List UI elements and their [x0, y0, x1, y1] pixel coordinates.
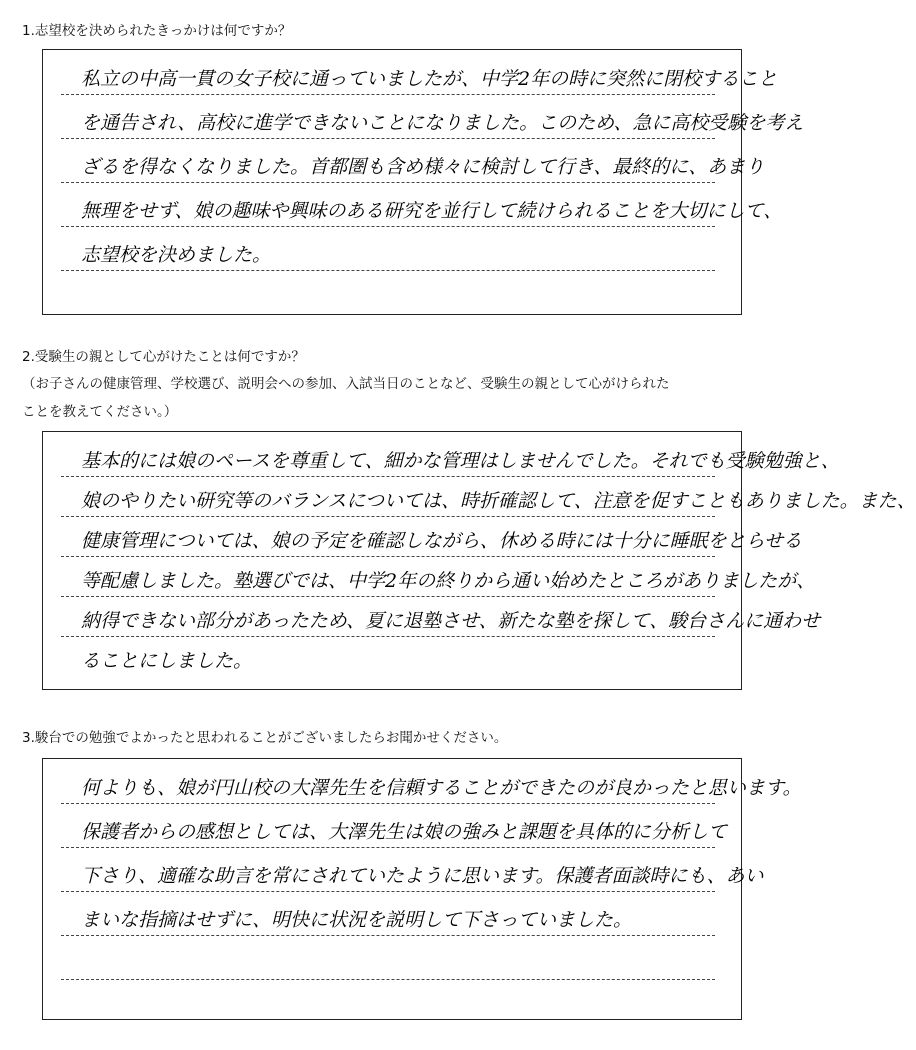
answer-line: [61, 803, 728, 848]
answer-line: [61, 50, 778, 95]
answer-text: 志望校を決めました。: [81, 244, 272, 266]
question-3: 3.駿台での勉強でよかったと思われることがございましたらお聞かせください。: [22, 730, 508, 746]
answer-text: 娘のやりたい研究等のバランスについては、時折確認して、注意を促すこともありました。また、: [81, 490, 916, 512]
answer-text: 私立の中高一貫の女子校に通っていましたが、中学2年の時に突然に閉校すること: [81, 68, 778, 90]
answer-text: 健康管理については、娘の予定を確認しながら、休める時には十分に睡眠をとらせる: [81, 530, 803, 552]
answer-line: [61, 759, 802, 804]
answer-text: ることにしました。: [81, 650, 253, 672]
answer-text: まいな指摘はせずに、明快に状況を説明して下さっていました。: [81, 909, 633, 931]
answer-line: [61, 182, 783, 227]
answer-text: 納得できない部分があったため、夏に退塾させ、新たな塾を探して、駿台さんに通わせ: [81, 610, 821, 632]
question-2: 2.受験生の親として心がけたことは何ですか？: [22, 349, 305, 365]
answer-line: [61, 935, 715, 980]
answer-line: [61, 891, 715, 936]
answer-text: 何よりも、娘が円山校の大澤先生を信頼することができたのが良かったと思います。: [81, 777, 802, 799]
question-2-note: （お子さんの健康管理、学校選び、説明会への参加、入試当日のことなど、受験生の親として心がけられた: [22, 376, 670, 392]
answer-text: 保護者からの感想としては、大澤先生は娘の強みと課題を具体的に分析して: [81, 821, 728, 843]
answer-line: [61, 226, 715, 271]
question-2-note-cont: ことを教えてください。）: [22, 404, 178, 420]
answer-line: [61, 94, 804, 139]
answer-text: 等配慮しました。塾選びでは、中学2年の終りから通い始めたところがありましたが、: [81, 570, 816, 592]
answer-line: [61, 472, 916, 517]
answer-text: ざるを得なくなりました。首都圏も含め様々に検討して行き、最終的に、あまり: [81, 156, 765, 178]
answer-line: [61, 432, 840, 477]
answer-line: [61, 592, 821, 637]
answer-line: [61, 847, 764, 892]
answer-line: [61, 138, 765, 183]
answer-text: 下さり、適確な助言を常にされていたように思います。保護者面談時にも、あい: [81, 865, 764, 887]
answer-line: [61, 552, 816, 597]
answer-line: [61, 632, 715, 676]
answer-text: を通告され、高校に進学できないことになりました。このため、急に高校受験を考え: [81, 112, 804, 134]
answer-text: 基本的には娘のペースを尊重して、細かな管理はしませんでした。それでも受験勉強と、: [81, 450, 840, 472]
question-1: 1.志望校を決められたきっかけは何ですか？: [22, 23, 292, 39]
answer-box-1: [42, 49, 804, 315]
answer-box-3: [42, 758, 802, 1020]
answer-box-2: [42, 431, 916, 690]
answer-line: [61, 512, 803, 557]
answer-text: 無理をせず、娘の趣味や興味のある研究を並行して続けられることを大切にして、: [81, 200, 783, 222]
